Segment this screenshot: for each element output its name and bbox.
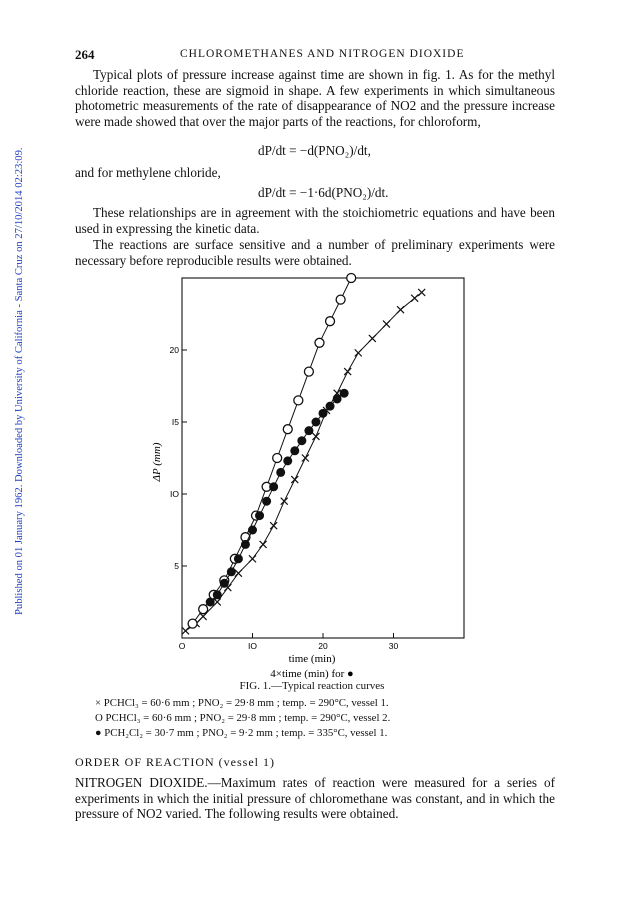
section-subheading: NITROGEN DIOXIDE. — [75, 775, 208, 790]
data-point-open-circle — [273, 454, 282, 463]
legend-text: PCHCl₃ = 60·6 mm ; PNO₂ = 29·8 mm ; temp. = 290°C, vessel 1. — [103, 697, 389, 709]
data-point-filled-circle — [262, 497, 271, 506]
data-point-cross — [312, 433, 319, 440]
data-point-filled-circle — [241, 540, 250, 549]
data-point-cross — [270, 522, 277, 529]
data-point-open-circle — [294, 396, 303, 405]
y-tick-label: I5 — [171, 417, 179, 427]
data-point-filled-circle — [326, 402, 335, 411]
y-tick-label: 20 — [169, 345, 179, 355]
data-point-open-circle — [336, 295, 345, 304]
paragraph-1: Typical plots of pressure increase against time are shown in fig. 1. As for the methyl chloride reaction, these are sigmoid in shape. A few experiments in which simultaneous photometric measurements of the rate of disappearance of NO2 and the pressure increase were made showed that over the major parts of the reactions, for chloroform, — [75, 67, 555, 129]
data-point-cross — [411, 295, 418, 302]
data-point-filled-circle — [276, 468, 285, 477]
data-point-filled-circle — [255, 511, 264, 520]
equation-1: dP/dt = −d(PNO₂)/dt, — [258, 143, 371, 158]
data-point-filled-circle — [304, 426, 313, 435]
section-heading: ORDER OF REACTION (vessel 1) — [75, 755, 275, 769]
paragraph-3: These relationships are in agreement with the stoichiometric equations and have been used in expressing the kinetic data. — [75, 205, 555, 236]
x-tick-label: 20 — [318, 641, 328, 651]
legend-text: PCH₂Cl₂ = 30·7 mm ; PNO₂ = 9·2 mm ; temp. = 335°C, vessel 1. — [104, 727, 388, 739]
data-point-filled-circle — [234, 554, 243, 563]
data-point-cross — [249, 555, 256, 562]
paragraph-4: The reactions are surface sensitive and a number of preliminary experiments were necessary before reproducible results were obtained. — [75, 237, 555, 268]
data-point-open-circle — [199, 605, 208, 614]
data-point-cross — [235, 570, 242, 577]
y-ticks — [170, 345, 187, 571]
data-point-open-circle — [326, 317, 335, 326]
data-point-cross — [291, 476, 298, 483]
data-point-open-circle — [304, 367, 313, 376]
data-point-filled-circle — [319, 409, 328, 418]
x-axis-label-2: 4×time (min) for ● — [270, 668, 354, 680]
series-open-circle-line — [193, 278, 352, 624]
data-point-open-circle — [188, 619, 197, 628]
data-point-cross — [182, 627, 189, 634]
figure-caption: FIG. 1.—Typical reaction curves — [239, 680, 385, 692]
x-tick-label: 30 — [388, 641, 399, 651]
legend-symbol: ● — [95, 727, 102, 739]
x-tick-label: O — [178, 641, 186, 651]
y-axis-label: ΔP (mm) — [151, 442, 163, 482]
data-point-cross — [302, 455, 309, 462]
running-title: CHLOROMETHANES AND NITROGEN DIOXIDE — [180, 48, 465, 60]
data-point-cross — [383, 321, 390, 328]
data-point-filled-circle — [297, 436, 306, 445]
data-point-cross — [344, 368, 351, 375]
data-point-cross — [397, 306, 404, 313]
data-marks — [182, 274, 425, 635]
data-point-filled-circle — [311, 418, 320, 427]
y-tick-label: IO — [170, 489, 179, 499]
paragraph-2: and for methylene chloride, — [75, 165, 221, 180]
data-point-filled-circle — [213, 590, 222, 599]
data-point-filled-circle — [269, 482, 278, 491]
page-number: 264 — [75, 47, 95, 62]
data-point-open-circle — [283, 425, 292, 434]
data-point-filled-circle — [220, 579, 229, 588]
data-point-filled-circle — [227, 567, 236, 576]
legend-symbol: × — [95, 697, 102, 709]
data-point-filled-circle — [333, 394, 342, 403]
data-point-filled-circle — [340, 389, 349, 398]
legend-entry-3 — [95, 727, 387, 739]
data-point-open-circle — [347, 274, 356, 283]
data-point-cross — [260, 541, 267, 548]
x-axis-label: time (min) — [288, 653, 336, 665]
legend-entry-2 — [95, 712, 390, 724]
data-point-open-circle — [315, 338, 324, 347]
provenance-link[interactable]: Published on 01 January 1962. Downloaded by University of California - Santa Cruz on 27/10/2014 02:23:09. — [14, 147, 25, 615]
legend-symbol: O — [95, 712, 103, 724]
y-tick-label: 5 — [174, 561, 179, 571]
data-point-cross — [281, 498, 288, 505]
data-point-cross — [355, 349, 362, 356]
x-ticks — [179, 633, 399, 651]
section-text: —Maximum rates of reaction were measured for a series of experiments in which the initial pressure of chloromethane was constant, and in which the pressure of NO2 varied. The following results were obtained. — [75, 775, 555, 822]
legend-text: PCHCl₃ = 60·6 mm ; PNO₂ = 29·8 mm ; temp. = 290°C, vessel 2. — [105, 712, 391, 724]
data-point-filled-circle — [248, 526, 257, 535]
data-point-cross — [418, 289, 425, 296]
data-point-filled-circle — [290, 446, 299, 455]
data-point-filled-circle — [206, 598, 215, 607]
data-point-cross — [369, 335, 376, 342]
equation-2: dP/dt = −1·6d(PNO₂)/dt. — [258, 185, 389, 200]
x-tick-label: IO — [248, 641, 257, 651]
section-paragraph — [75, 775, 555, 822]
data-point-filled-circle — [283, 456, 292, 465]
legend-entry-1 — [95, 697, 389, 709]
